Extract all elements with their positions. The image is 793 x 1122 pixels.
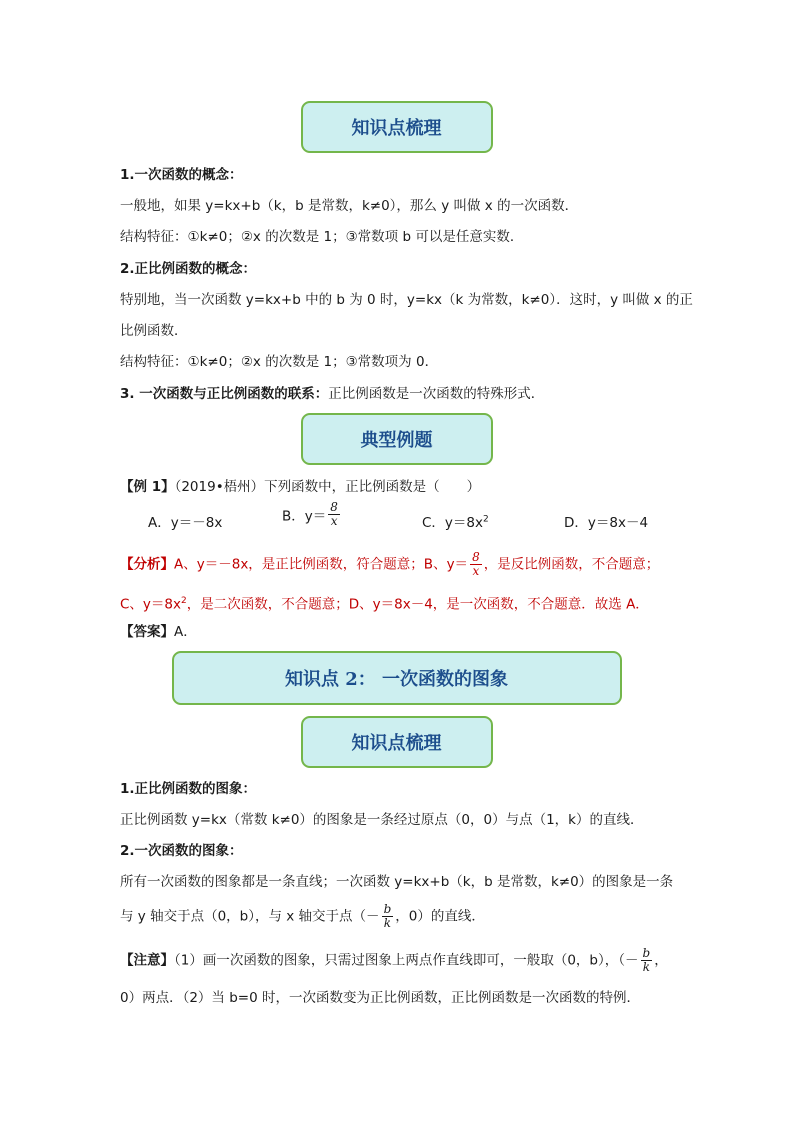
note-text-1a: （1）画一次函数的图象，只需过图象上两点作直线即可，一般取（0，b），（－ bbox=[174, 952, 639, 969]
linear-graph-text-2 bbox=[120, 903, 675, 930]
heading-text: 典型例题 bbox=[360, 430, 433, 451]
relation-title: 3. 一次函数与正比例函数的联系： bbox=[120, 386, 329, 402]
fraction-numerator: b bbox=[642, 946, 651, 960]
option-b-prefix: B．y＝ bbox=[282, 508, 327, 525]
example-label: 【例 1】 bbox=[120, 479, 175, 495]
option-c bbox=[422, 511, 489, 531]
analysis-text-1b: ，是反比例函数，不合题意； bbox=[483, 556, 660, 573]
analysis-exponent: 2 bbox=[181, 596, 187, 606]
answer-line bbox=[120, 621, 675, 643]
heading-text: 知识点梳理 bbox=[351, 118, 442, 139]
option-c-exponent: 2 bbox=[483, 514, 489, 525]
relation-text: 正比例函数是一次函数的特殊形式． bbox=[328, 386, 545, 402]
fraction-denominator: k bbox=[642, 960, 650, 974]
analysis-line-1 bbox=[120, 551, 675, 578]
linear-graph-text-1: 所有一次函数的图象都是一条直线；一次函数 y=kx+b（k，b 是常数，k≠0）的图象是一条 bbox=[120, 874, 674, 890]
relation-line bbox=[120, 383, 675, 405]
heading-typical-examples bbox=[301, 413, 493, 465]
proportional-graph-text: 正比例函数 y=kx（常数 k≠0）的图象是一条经过原点（0，0）与点（1，k）的直线． bbox=[120, 812, 644, 828]
proportional-function-definition-2: 比例函数． bbox=[120, 323, 188, 339]
analysis-text-1a: A、y＝－8x，是正比例函数，符合题意；B、y＝ bbox=[174, 556, 469, 573]
fraction-denominator: x bbox=[472, 564, 480, 578]
example-1-stem bbox=[120, 476, 675, 498]
option-a: A．y＝－8x bbox=[148, 515, 223, 531]
linear-graph-text-2b: ，0）的直线． bbox=[395, 908, 485, 925]
answer-label: 【答案】 bbox=[120, 624, 174, 640]
fraction-denominator: k bbox=[383, 916, 392, 930]
linear-function-features: 结构特征：①k≠0；②x 的次数是 1；③常数项 b 可以是任意实数． bbox=[120, 229, 524, 245]
proportional-function-definition-1: 特别地，当一次函数 y=kx+b 中的 b 为 0 时，y=kx（k 为常数，k≠0）．这时，y 叫做 x 的正 bbox=[120, 292, 693, 308]
analysis-label: 【分析】 bbox=[120, 556, 174, 573]
section-title-linear-function-concept: 1.一次函数的概念： bbox=[120, 167, 243, 183]
note-line-1 bbox=[120, 947, 675, 974]
section-title-proportional-function-concept: 2.正比例函数的概念： bbox=[120, 261, 257, 277]
heading-knowledge-point-2 bbox=[172, 651, 622, 705]
section-title-linear-graph: 2.一次函数的图象： bbox=[120, 843, 243, 859]
example-question: （2019•梧州）下列函数中，正比例函数是（ ） bbox=[174, 479, 481, 495]
analysis-text-2b: ，是二次函数，不合题意；D、y＝8x－4，是一次函数，不合题意．故选 A． bbox=[186, 596, 649, 613]
note-line-2: 0）两点．（2）当 b=0 时，一次函数变为正比例函数，正比例函数是一次函数的特例． bbox=[120, 990, 640, 1006]
linear-graph-text-2a: 与 y 轴交于点（0，b），与 x 轴交于点（－ bbox=[120, 908, 380, 925]
fraction-numerator: b bbox=[383, 902, 392, 916]
answer-value: A． bbox=[174, 624, 197, 640]
option-d: D．y＝8x－4 bbox=[564, 515, 649, 531]
analysis-fraction bbox=[470, 551, 482, 578]
linear-function-definition: 一般地，如果 y=kx+b（k，b 是常数，k≠0），那么 y 叫做 x 的一次函数． bbox=[120, 198, 579, 214]
heading-text: 知识点 2： 一次函数的图象 bbox=[284, 669, 509, 690]
fraction-numerator: 8 bbox=[472, 550, 480, 564]
option-b-fraction bbox=[328, 501, 340, 528]
analysis-text-2a: C、y＝8x bbox=[120, 596, 181, 613]
proportional-function-features: 结构特征：①k≠0；②x 的次数是 1；③常数项为 0． bbox=[120, 354, 439, 370]
option-c-text: C．y＝8x bbox=[422, 515, 483, 531]
note-text-1b: ， bbox=[654, 952, 668, 969]
fraction-denominator: x bbox=[330, 514, 338, 528]
heading-knowledge-summary-2 bbox=[301, 716, 493, 768]
heading-knowledge-summary-1 bbox=[301, 101, 493, 153]
note-label: 【注意】 bbox=[120, 952, 174, 969]
analysis-line-2 bbox=[120, 590, 675, 616]
heading-text: 知识点梳理 bbox=[351, 733, 442, 754]
linear-graph-fraction bbox=[382, 903, 394, 930]
section-title-proportional-graph: 1.正比例函数的图象： bbox=[120, 781, 257, 797]
fraction-numerator: 8 bbox=[330, 500, 338, 514]
option-b bbox=[282, 501, 342, 528]
note-fraction bbox=[641, 947, 653, 974]
